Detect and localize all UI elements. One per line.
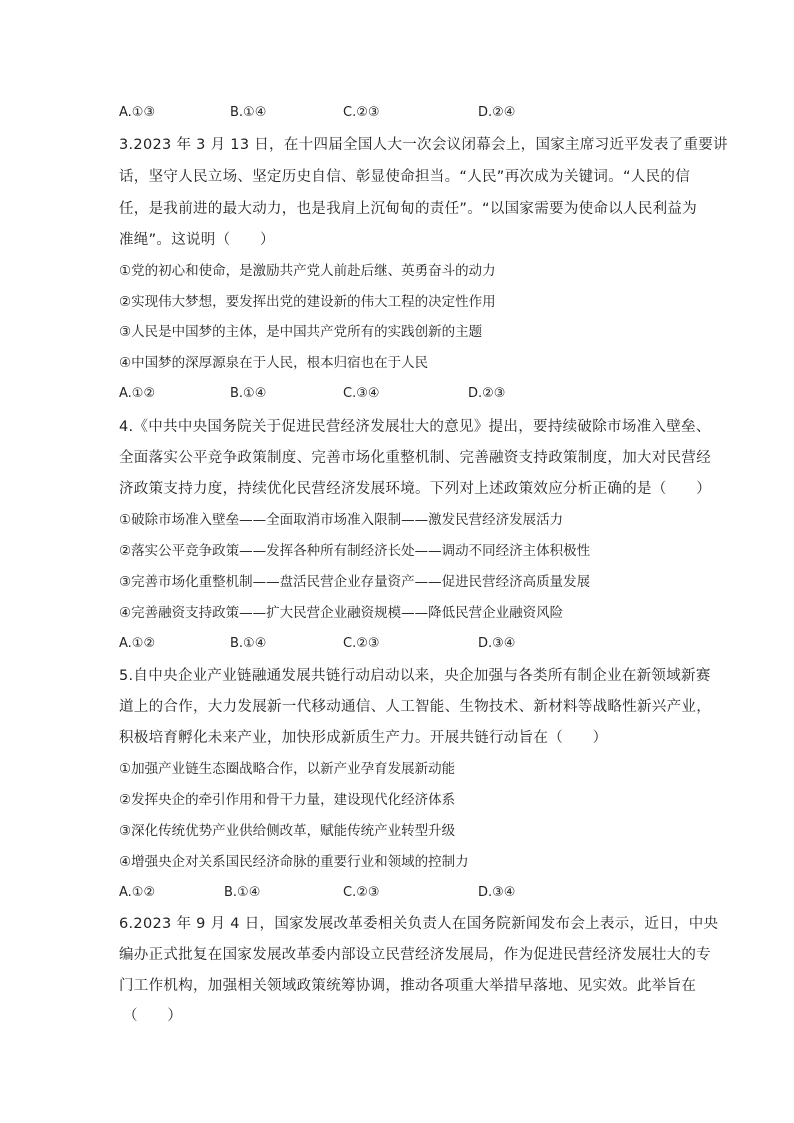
q3-answer-c: C.③④ xyxy=(343,386,380,401)
q5-option-1: ①加强产业链生态圈战略合作，以新产业孕育发展新动能 xyxy=(119,761,456,777)
q3-stem-line-3: 任，是我前进的最大动力，也是我肩上沉甸甸的责任”。“以国家需要为使命以人民利益为 xyxy=(119,201,698,217)
q4-answer-a: A.①② xyxy=(119,636,156,651)
q4-option-2: ②落实公平竞争政策——发挥各种所有制经济长处——调动不同经济主体积极性 xyxy=(119,543,591,559)
q3-option-1: ①党的初心和使命，是激励共产党人前赴后继、英勇奋斗的动力 xyxy=(119,263,496,279)
q5-option-2: ②发挥央企的牵引作用和骨干力量，建设现代化经济体系 xyxy=(119,792,456,808)
q6-stem-line-2: 编办正式批复在国家发展改革委内部设立民营经济发展局，作为促进民营经济发展壮大的专 xyxy=(119,947,711,963)
q4-option-4: ④完善融资支持政策——扩大民营企业融资规模——降低民营企业融资风险 xyxy=(119,605,564,621)
q5-answer-a: A.①② xyxy=(119,885,156,900)
q3-answer-a: A.①② xyxy=(119,386,156,401)
q3-answer-b: B.①④ xyxy=(230,386,267,401)
q2-answer-d: D.②④ xyxy=(478,105,516,120)
q4-answer-c: C.②③ xyxy=(343,636,380,651)
q2-answer-a: A.①③ xyxy=(119,105,156,120)
q3-stem-line-2: 话，坚守人民立场、坚定历史自信、彰显使命担当。“人民”再次成为关键词。“人民的信 xyxy=(119,169,691,185)
q3-option-3: ③人民是中国梦的主体，是中国共产党所有的实践创新的主题 xyxy=(119,324,483,340)
q5-stem-line-2: 道上的合作，大力发展新一代移动通信、人工智能、生物技术、新材料等战略性新兴产业， xyxy=(119,699,711,715)
q4-stem-line-1: 4.《中共中央国务院关于促进民营经济发展壮大的意见》提出，要持续破除市场准入壁垒、 xyxy=(119,419,711,435)
q3-stem-line-4: 准绳”。这说明（ ） xyxy=(119,232,275,248)
q2-answer-b: B.①④ xyxy=(230,105,267,120)
q5-answer-b: B.①④ xyxy=(224,885,261,900)
q6-stem-line-3: 门工作机构，加强相关领域政策统筹协调，推动各项重大举措早落地、见实效。此举旨在 xyxy=(119,978,697,994)
q4-answer-b: B.①④ xyxy=(230,636,267,651)
q3-option-4: ④中国梦的深厚源泉在于人民，根本归宿也在于人民 xyxy=(119,355,429,371)
q3-stem-line-1: 3.2023 年 3 月 13 日，在十四届全国人大一次会议闭幕会上，国家主席习近平发表了重要讲 xyxy=(119,137,728,153)
q4-option-3: ③完善市场化重整机制——盘活民营企业存量资产——促进民营经济高质量发展 xyxy=(119,574,591,590)
q3-option-2: ②实现伟大梦想，要发挥出党的建设新的伟大工程的决定性作用 xyxy=(119,294,496,310)
q4-stem-line-3: 济政策支持力度，持续优化民营经济发展环境。下列对上述政策效应分析正确的是（ ） xyxy=(119,481,711,497)
q5-stem-line-1: 5.自中央企业产业链融通发展共链行动启动以来，央企加强与各类所有制企业在新领域新赛 xyxy=(119,668,711,684)
q5-option-4: ④增强央企对关系国民经济命脉的重要行业和领域的控制力 xyxy=(119,854,469,870)
q5-stem-line-3: 积极培育孵化未来产业，加快形成新质生产力。开展共链行动旨在（ ） xyxy=(119,730,608,746)
q4-option-1: ①破除市场准入壁垒——全面取消市场准入限制——激发民营经济发展活力 xyxy=(119,512,564,528)
q4-answer-d: D.③④ xyxy=(478,636,516,651)
q6-stem-line-4: （ ） xyxy=(123,1008,183,1024)
q5-answer-d: D.③④ xyxy=(478,885,516,900)
q5-answer-c: C.②③ xyxy=(343,885,380,900)
q3-answer-d: D.②③ xyxy=(468,386,506,401)
q5-option-3: ③深化传统优势产业供给侧改革，赋能传统产业转型升级 xyxy=(119,823,456,839)
q6-stem-line-1: 6.2023 年 9 月 4 日，国家发展改革委相关负责人在国务院新闻发布会上表示，近日，中央 xyxy=(119,916,719,932)
q4-stem-line-2: 全面落实公平竞争政策制度、完善市场化重整机制、完善融资支持政策制度，加大对民营经 xyxy=(119,450,711,466)
q2-answer-c: C.②③ xyxy=(343,105,380,120)
